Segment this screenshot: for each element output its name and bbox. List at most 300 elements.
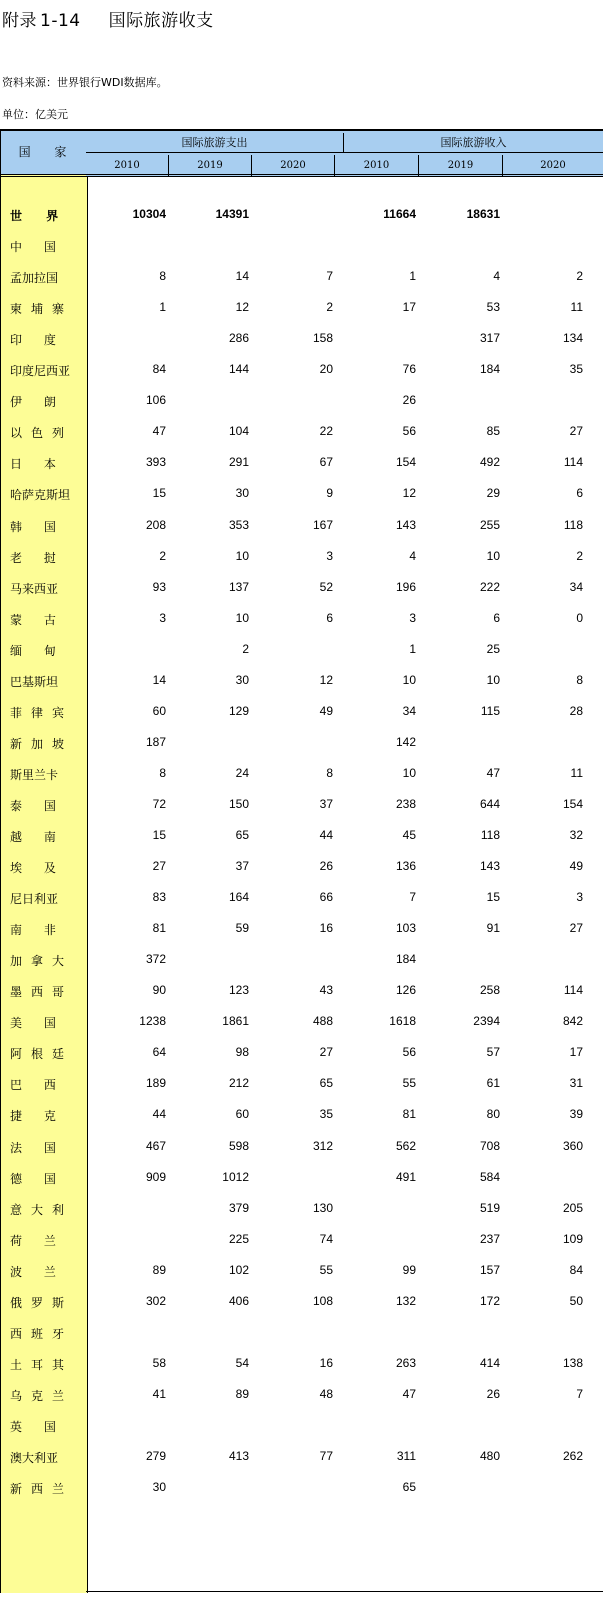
table-row [0,975,603,1006]
source-note: 资料来源：世界银行WDI数据库。 [2,76,168,89]
value-cell: 57 [486,1045,500,1060]
value-cell: 60 [152,703,166,718]
value-cell: 8 [159,269,166,284]
value-cell: 59 [235,921,249,936]
value-cell: 2 [576,548,583,563]
value-cell: 49 [319,703,333,718]
value-cell: 55 [402,1076,416,1091]
year-header: 2019 [169,155,252,176]
value-cell: 14 [152,672,166,687]
value-cell: 30 [235,486,249,501]
table-header [86,129,603,176]
value-cell: 83 [152,890,166,905]
value-cell: 24 [235,765,249,780]
value-cell: 89 [235,1386,249,1401]
country-header-label: 国 家 [18,145,77,159]
value-cell: 262 [562,1449,583,1463]
value-cell: 17 [569,1045,583,1060]
value-cell: 491 [395,1169,416,1184]
value-cell: 37 [235,859,249,874]
country-name: 日 本 [10,457,65,472]
value-cell: 8 [159,765,166,780]
country-name: 哈萨克斯坦 [10,488,71,503]
value-cell: 25 [486,641,500,656]
bottom-rule [86,1591,603,1592]
table-row [0,230,603,261]
value-cell: 20 [319,362,333,377]
value-cell: 106 [145,393,166,408]
value-cell: 208 [145,517,166,532]
value-cell: 35 [319,1107,333,1122]
value-cell: 65 [235,828,249,842]
value-cell: 7 [409,890,416,905]
table-row [0,789,603,820]
value-cell: 14391 [215,207,249,221]
receipts-group-header: 国际旅游收入 [344,133,603,153]
value-cell: 18631 [466,207,500,221]
country-name: 马来西亚 [10,581,59,596]
value-cell: 8 [576,672,583,687]
value-cell: 30 [235,672,249,687]
value-cell: 291 [228,455,249,470]
table-row [0,1472,603,1503]
value-cell: 222 [479,579,500,594]
value-cell: 11664 [383,207,416,221]
value-cell: 2 [159,548,166,563]
value-cell: 189 [145,1076,166,1091]
table-row [0,1286,603,1317]
value-cell: 167 [312,517,333,532]
value-cell: 30 [152,1480,166,1495]
country-name: 伊 朗 [10,395,65,410]
value-cell: 93 [152,579,166,594]
value-cell: 103 [395,921,416,936]
value-cell: 26 [319,859,333,874]
value-cell: 37 [319,796,333,811]
value-cell: 205 [562,1200,583,1215]
country-name: 尼日利亚 [10,892,59,907]
value-cell: 118 [563,517,583,532]
value-cell: 39 [569,1107,583,1122]
value-cell: 15 [152,828,166,842]
value-cell: 109 [562,1231,583,1246]
value-cell: 467 [145,1138,166,1153]
page-title [2,6,214,31]
table-row [0,1131,603,1162]
value-cell: 263 [395,1355,416,1370]
value-cell: 65 [319,1076,333,1091]
value-cell: 60 [235,1107,249,1122]
value-cell: 164 [228,890,249,905]
value-cell: 12 [402,486,416,501]
value-cell: 16 [319,921,333,936]
value-cell: 102 [228,1262,249,1277]
table-row [0,1317,603,1348]
value-cell: 144 [228,362,249,377]
table-row [0,944,603,975]
value-cell: 10 [235,548,249,563]
country-name: 加拿大 [10,954,74,969]
value-cell: 212 [228,1076,249,1091]
value-cell: 154 [562,796,583,811]
value-cell: 311 [396,1449,416,1463]
value-cell: 15 [486,890,500,905]
value-cell: 562 [395,1138,416,1153]
country-name: 越 南 [10,830,65,844]
value-cell: 393 [145,455,166,470]
value-cell: 238 [395,796,416,811]
value-cell: 154 [395,455,416,470]
value-cell: 76 [402,362,416,377]
value-cell: 54 [235,1355,249,1370]
country-header [0,129,86,174]
value-cell: 115 [480,703,500,718]
country-name: 中 国 [10,240,65,255]
value-cell: 81 [152,921,166,936]
value-cell: 644 [479,796,500,811]
value-cell: 379 [228,1200,249,1215]
value-cell: 29 [486,486,500,501]
table-row [0,385,603,416]
table-row [0,696,603,727]
country-name: 老 挝 [10,550,65,565]
value-cell: 414 [479,1355,500,1370]
year-header: 2010 [86,155,169,176]
value-cell: 488 [312,1014,333,1029]
title-prefix: 附录 [2,11,37,31]
value-cell: 3 [409,610,416,625]
value-cell: 3 [576,890,583,905]
value-cell: 22 [319,424,333,439]
value-cell: 6 [576,486,583,501]
value-cell: 136 [395,859,416,874]
country-name: 墨西哥 [10,985,74,1000]
table-row [0,478,603,509]
value-cell: 584 [479,1169,500,1184]
value-cell: 61 [486,1076,500,1091]
table-row [0,1255,603,1286]
value-cell: 184 [395,952,416,967]
value-cell: 1618 [389,1014,416,1029]
value-cell: 32 [569,828,583,842]
country-name: 新加坡 [10,736,74,751]
table-row [0,820,603,851]
value-cell: 360 [562,1138,583,1153]
country-name: 西班牙 [10,1326,74,1341]
value-cell: 519 [479,1200,500,1215]
value-cell: 11 [570,300,583,315]
value-cell: 118 [480,828,500,842]
value-cell: 2394 [473,1014,500,1029]
table-row [0,1348,603,1379]
table-row [0,603,603,634]
value-cell: 55 [319,1262,333,1277]
value-cell: 1861 [222,1014,249,1029]
table-row [0,1410,603,1441]
value-cell: 84 [569,1262,583,1277]
country-name: 缅 甸 [10,643,65,658]
value-cell: 56 [402,1045,416,1060]
value-cell: 114 [563,983,583,998]
value-cell: 279 [145,1449,166,1463]
country-name: 世 界 [10,209,69,223]
value-cell: 134 [562,331,583,346]
value-cell: 17 [402,300,416,315]
value-cell: 64 [152,1045,166,1060]
value-cell: 34 [402,703,416,718]
table-row [0,1006,603,1037]
value-cell: 909 [145,1169,166,1184]
value-cell: 286 [228,331,249,346]
value-cell: 302 [145,1293,166,1308]
table-row [0,913,603,944]
value-cell: 34 [569,579,583,594]
year-header: 2020 [252,155,335,176]
value-cell: 7 [576,1386,583,1401]
country-name: 巴 西 [10,1078,65,1093]
country-name: 柬埔寨 [10,302,74,317]
country-name: 韩 国 [10,519,65,534]
value-cell: 104 [228,424,249,439]
value-cell: 317 [479,331,500,346]
country-name: 蒙 古 [10,612,65,627]
table-row [0,292,603,323]
country-name: 菲律宾 [10,705,74,720]
value-cell: 0 [576,610,583,625]
table-row [0,261,603,292]
year-header-row [86,155,603,176]
value-cell: 225 [228,1231,249,1246]
value-cell: 258 [479,983,500,998]
value-cell: 184 [479,362,500,377]
table-row [0,1441,603,1472]
country-name: 意大利 [10,1202,74,1217]
table-row [0,1037,603,1068]
country-name: 印度尼西亚 [10,364,71,379]
value-cell: 3 [326,548,333,563]
value-cell: 372 [145,952,166,967]
value-cell: 480 [479,1449,500,1463]
value-cell: 237 [479,1231,500,1246]
table-row [0,634,603,665]
value-cell: 142 [395,734,416,749]
value-cell: 108 [312,1293,333,1308]
value-cell: 56 [402,424,416,439]
value-cell: 138 [562,1355,583,1370]
country-name: 泰 国 [10,798,65,813]
value-cell: 98 [235,1045,249,1060]
value-cell: 172 [479,1293,500,1308]
value-cell: 312 [312,1138,333,1153]
year-header: 2019 [419,155,503,176]
value-cell: 114 [563,455,583,470]
value-cell: 58 [152,1355,166,1370]
country-name: 土耳其 [10,1357,74,1372]
value-cell: 16 [319,1355,333,1370]
value-cell: 31 [569,1076,583,1091]
value-cell: 126 [395,983,416,998]
country-name: 印 度 [10,333,65,348]
country-name: 俄罗斯 [10,1295,74,1310]
table-row [0,323,603,354]
title-name: 国际旅游收支 [108,11,214,31]
value-cell: 4 [409,548,416,563]
value-cell: 99 [402,1262,416,1277]
table-row [0,727,603,758]
value-cell: 48 [319,1386,333,1401]
value-cell: 1 [409,269,416,284]
value-cell: 10 [402,672,416,687]
value-cell: 9 [326,486,333,501]
country-name: 阿根廷 [10,1047,74,1062]
value-cell: 10 [486,672,500,687]
value-cell: 81 [402,1107,416,1122]
value-cell: 49 [569,859,583,874]
value-cell: 66 [319,890,333,905]
value-cell: 413 [228,1449,249,1463]
value-cell: 708 [479,1138,500,1153]
expenditure-group-header: 国际旅游支出 [86,133,344,153]
value-cell: 2 [326,300,333,315]
value-cell: 35 [569,362,583,377]
value-cell: 158 [312,331,333,346]
table-row [0,665,603,696]
value-cell: 1 [409,641,416,656]
value-cell: 10 [486,548,500,563]
value-cell: 65 [402,1480,416,1495]
value-cell: 91 [486,921,500,936]
value-cell: 132 [395,1293,416,1308]
header-rule [0,174,603,175]
country-name: 法 国 [10,1140,65,1155]
year-header: 2020 [540,160,566,171]
value-cell: 12 [235,300,249,315]
value-cell: 89 [152,1262,166,1277]
value-cell: 53 [486,300,500,315]
country-name: 英 国 [10,1419,65,1434]
country-name: 巴基斯坦 [10,674,59,689]
value-cell: 187 [145,734,166,749]
value-cell: 52 [319,579,333,594]
country-name: 捷 克 [10,1109,65,1124]
country-name: 波 兰 [10,1264,65,1279]
table-row [0,1068,603,1099]
year-header: 2010 [335,155,419,176]
value-cell: 47 [152,424,166,439]
country-name: 德 国 [10,1171,65,1186]
value-cell: 1 [159,300,166,315]
value-cell: 3 [159,610,166,625]
value-cell: 353 [228,517,249,532]
value-cell: 196 [395,579,416,594]
country-name: 斯里兰卡 [10,767,59,782]
table-row [0,541,603,572]
value-cell: 143 [395,517,416,532]
table-row [0,851,603,882]
table-row [0,199,603,230]
value-cell: 14 [235,269,249,284]
value-cell: 41 [152,1386,166,1401]
value-cell: 50 [569,1293,583,1308]
value-cell: 1238 [139,1014,166,1029]
value-cell: 10 [235,610,249,625]
value-cell: 45 [402,828,416,842]
value-cell: 10 [402,765,416,780]
title-number: 1-14 [40,11,81,31]
header-rule-double [0,176,603,177]
value-cell: 27 [569,921,583,936]
value-cell: 10304 [132,207,166,221]
country-name: 荷 兰 [10,1233,65,1248]
value-cell: 130 [312,1200,333,1215]
country-name: 埃 及 [10,861,65,876]
value-cell: 77 [319,1449,333,1463]
value-cell: 27 [152,859,166,874]
table-row [0,1162,603,1193]
value-cell: 90 [152,983,166,998]
value-cell: 4 [493,269,500,284]
table-row [0,510,603,541]
value-cell: 80 [486,1107,500,1122]
value-cell: 842 [562,1014,583,1029]
value-cell: 157 [479,1262,500,1277]
value-cell: 44 [319,828,333,842]
country-name: 以色列 [10,426,74,441]
value-cell: 492 [479,455,500,470]
country-name: 南 非 [10,923,65,938]
value-cell: 150 [228,796,249,811]
table-row [0,416,603,447]
table-row [0,1193,603,1224]
country-name: 新西兰 [10,1482,74,1497]
country-name: 乌克兰 [10,1388,74,1403]
value-cell: 137 [228,579,249,594]
table-row [0,882,603,913]
value-cell: 47 [486,765,500,780]
value-cell: 123 [228,983,249,998]
value-cell: 72 [152,796,166,811]
table-row [0,1224,603,1255]
value-cell: 7 [326,269,333,284]
value-cell: 26 [486,1386,500,1401]
value-cell: 67 [319,455,333,470]
value-cell: 44 [152,1107,166,1122]
country-name: 澳大利亚 [10,1451,59,1465]
value-cell: 15 [152,486,166,501]
value-cell: 85 [486,424,500,439]
tourism-table [0,129,603,1593]
value-cell: 8 [326,765,333,780]
value-cell: 6 [326,610,333,625]
value-cell: 28 [569,703,583,718]
value-cell: 11 [570,765,583,780]
value-cell: 406 [228,1293,249,1308]
country-name: 美 国 [10,1016,65,1031]
value-cell: 129 [228,703,249,718]
value-cell: 27 [319,1045,333,1060]
value-cell: 27 [569,424,583,439]
table-row [0,758,603,789]
value-cell: 598 [228,1138,249,1153]
value-cell: 12 [319,672,333,687]
value-cell: 47 [402,1386,416,1401]
value-cell: 2 [242,641,249,656]
value-cell: 1012 [222,1169,249,1184]
table-row [0,354,603,385]
unit-note: 单位：亿美元 [2,108,68,121]
table-row [0,572,603,603]
value-cell: 143 [479,859,500,874]
